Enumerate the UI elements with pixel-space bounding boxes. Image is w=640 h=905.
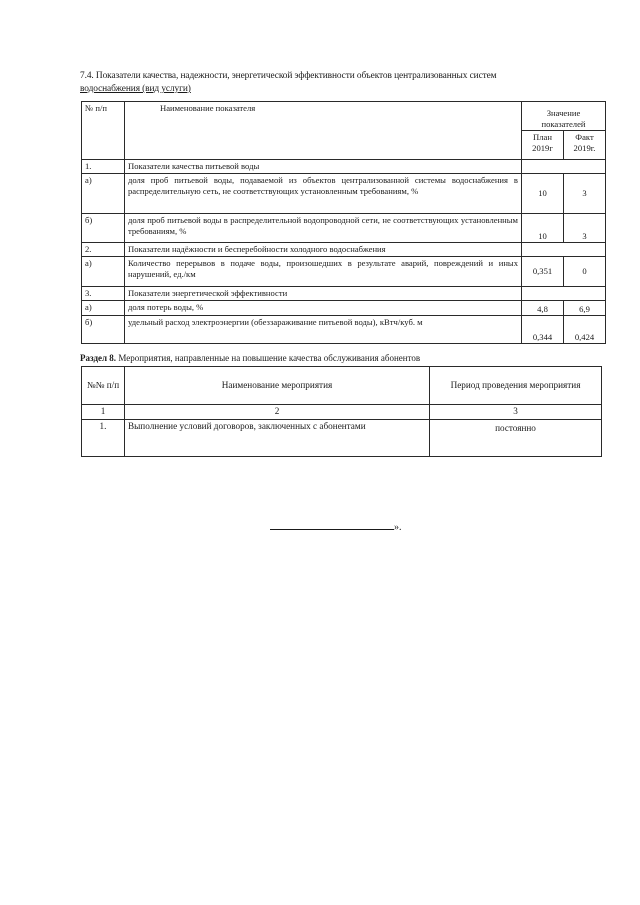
row-plan: 4,8 bbox=[522, 301, 564, 316]
row-num: б) bbox=[82, 316, 125, 344]
section-7-4-title-continued: водоснабжения (вид услуги) bbox=[80, 84, 191, 94]
row-name: доля проб питьевой воды, подаваемой из объектов централизованной системы водоснабжения в распределительную сеть, не соответствующих установленным требованиям, % bbox=[125, 174, 522, 214]
section-8-text: Мероприятия, направленные на повышение качества обслуживания абонентов bbox=[118, 353, 421, 363]
row-num: а) bbox=[82, 257, 125, 287]
indicators-table bbox=[81, 101, 606, 344]
index-3: 3 bbox=[430, 405, 602, 420]
table-row bbox=[82, 243, 606, 257]
index-1: 1 bbox=[82, 405, 125, 420]
row-name: Показатели надёжности и бесперебойности холодного водоснабжения bbox=[125, 243, 522, 257]
row-name: доля потерь воды, % bbox=[125, 301, 522, 316]
header-values: Значение показателей bbox=[522, 102, 606, 131]
row-period: постоянно bbox=[430, 419, 602, 456]
row-empty bbox=[522, 243, 606, 257]
header-name: Наименование показателя bbox=[125, 102, 522, 160]
table-row bbox=[82, 287, 606, 301]
table-row bbox=[82, 214, 606, 243]
closing-line bbox=[270, 519, 402, 534]
table-row bbox=[82, 301, 606, 316]
table-row bbox=[82, 257, 606, 287]
row-num: 2. bbox=[82, 243, 125, 257]
header-num: № п/п bbox=[82, 102, 125, 160]
row-plan: 10 bbox=[522, 214, 564, 243]
row-name: Показатели энергетической эффективности bbox=[125, 287, 522, 301]
row-empty bbox=[522, 287, 606, 301]
row-fact: 3 bbox=[564, 214, 606, 243]
table-row bbox=[82, 160, 606, 174]
header-num: №№ п/п bbox=[82, 367, 125, 405]
row-fact: 3 bbox=[564, 174, 606, 214]
row-num: б) bbox=[82, 214, 125, 243]
row-plan: 0,344 bbox=[522, 316, 564, 344]
section-8-title bbox=[80, 352, 605, 364]
section-7-4-title: 7.4. Показатели качества, надежности, энергетической эффективности объектов централизованных систем bbox=[80, 71, 497, 81]
row-plan: 10 bbox=[522, 174, 564, 214]
header-fact: Факт 2019г. bbox=[564, 131, 606, 160]
row-name: Показатели качества питьевой воды bbox=[125, 160, 522, 174]
row-name: Количество перерывов в подаче воды, произошедших в результате аварий, повреждений и иных нарушений, ед./км bbox=[125, 257, 522, 287]
row-plan: 0,351 bbox=[522, 257, 564, 287]
row-num: а) bbox=[82, 301, 125, 316]
table-row bbox=[82, 419, 602, 456]
header-name: Наименование мероприятия bbox=[125, 367, 430, 405]
table-row bbox=[82, 316, 606, 344]
row-name: удельный расход электроэнергии (обеззараживание питьевой воды), кВтч/куб. м bbox=[125, 316, 522, 344]
row-num: а) bbox=[82, 174, 125, 214]
table-header-row bbox=[82, 102, 606, 131]
blank-underline bbox=[270, 519, 394, 530]
header-plan: План 2019г bbox=[522, 131, 564, 160]
table-row bbox=[82, 174, 606, 214]
closing-suffix: ». bbox=[394, 522, 402, 533]
header-period: Период проведения мероприятия bbox=[430, 367, 602, 405]
section-7-4-heading bbox=[80, 70, 605, 96]
section-8-label: Раздел 8. bbox=[80, 353, 117, 363]
row-num: 1. bbox=[82, 419, 125, 456]
row-empty bbox=[522, 160, 606, 174]
row-fact: 6,9 bbox=[564, 301, 606, 316]
row-num: 1. bbox=[82, 160, 125, 174]
table-header-row bbox=[82, 367, 602, 405]
row-name: доля проб питьевой воды в распределительной водопроводной сети, не соответствующих установленным требованиям, % bbox=[125, 214, 522, 243]
row-fact: 0,424 bbox=[564, 316, 606, 344]
row-name: Выполнение условий договоров, заключенных с абонентами bbox=[125, 419, 430, 456]
row-fact: 0 bbox=[564, 257, 606, 287]
measures-table bbox=[81, 366, 602, 457]
index-2: 2 bbox=[125, 405, 430, 420]
row-num: 3. bbox=[82, 287, 125, 301]
table-index-row bbox=[82, 405, 602, 420]
